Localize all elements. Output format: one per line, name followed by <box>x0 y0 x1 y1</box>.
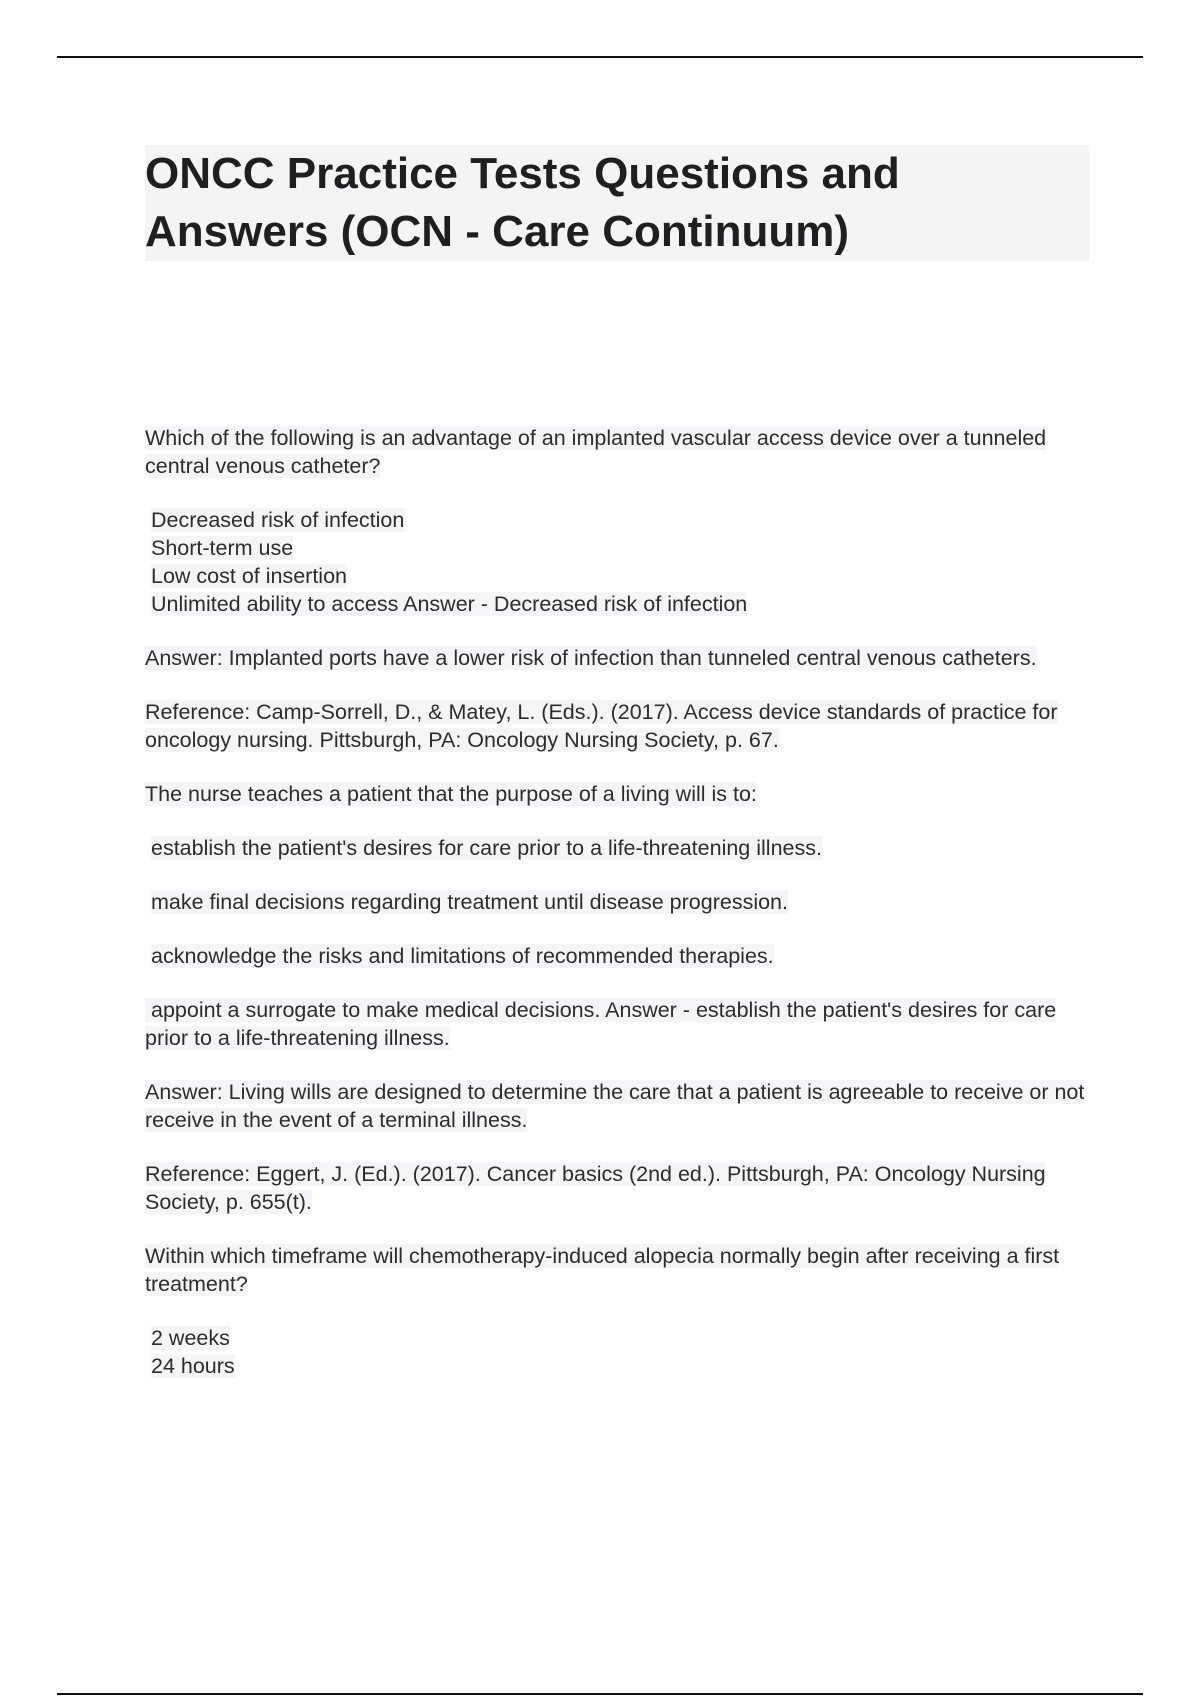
document-body <box>145 424 1090 1406</box>
question-1-options <box>145 506 1090 618</box>
question-2 <box>145 780 1090 808</box>
question-1-answer: Answer: Implanted ports have a lower risk of infection than tunneled central venous catheters. <box>145 646 1037 670</box>
question-2-text: The nurse teaches a patient that the purpose of a living will is to: <box>145 782 757 806</box>
option-item: appoint a surrogate to make medical decisions. Answer - establish the patient's desires for care prior to a life-threatening illness. <box>145 998 1057 1050</box>
option-item: Low cost of insertion <box>151 564 347 588</box>
option-item: 2 weeks <box>151 1326 230 1350</box>
bottom-rule <box>57 1693 1143 1695</box>
option-item: Decreased risk of infection <box>151 508 405 532</box>
question-1-text: Which of the following is an advantage of an implanted vascular access device over a tunneled central venous catheter? <box>145 426 1047 478</box>
question-1-reference: Reference: Camp-Sorrell, D., & Matey, L. (Eds.). (2017). Access device standards of practice for oncology nursing. Pittsburgh, PA: Oncology Nursing Society, p. 67. <box>145 700 1058 752</box>
top-rule <box>57 56 1143 58</box>
option-item: make final decisions regarding treatment until disease progression. <box>151 890 788 914</box>
question-1 <box>145 424 1090 480</box>
question-3 <box>145 1242 1090 1298</box>
question-3-options <box>145 1324 1090 1380</box>
question-3-text: Within which timeframe will chemotherapy-induced alopecia normally begin after receiving a first treatment? <box>145 1244 1060 1296</box>
option-item: Short-term use <box>151 536 294 560</box>
option-item: 24 hours <box>151 1354 235 1378</box>
question-2-answer: Answer: Living wills are designed to determine the care that a patient is agreeable to receive or not receive in the event of a terminal illness. <box>145 1080 1085 1132</box>
page-title: ONCC Practice Tests Questions and Answers (OCN - Care Continuum) <box>145 145 1089 261</box>
option-item: Unlimited ability to access Answer - Decreased risk of infection <box>151 592 748 616</box>
option-item: establish the patient's desires for care prior to a life-threatening illness. <box>151 836 822 860</box>
question-2-reference: Reference: Eggert, J. (Ed.). (2017). Cancer basics (2nd ed.). Pittsburgh, PA: Oncology Nursing Society, p. 655(t). <box>145 1162 1046 1214</box>
option-item: acknowledge the risks and limitations of recommended therapies. <box>151 944 774 968</box>
